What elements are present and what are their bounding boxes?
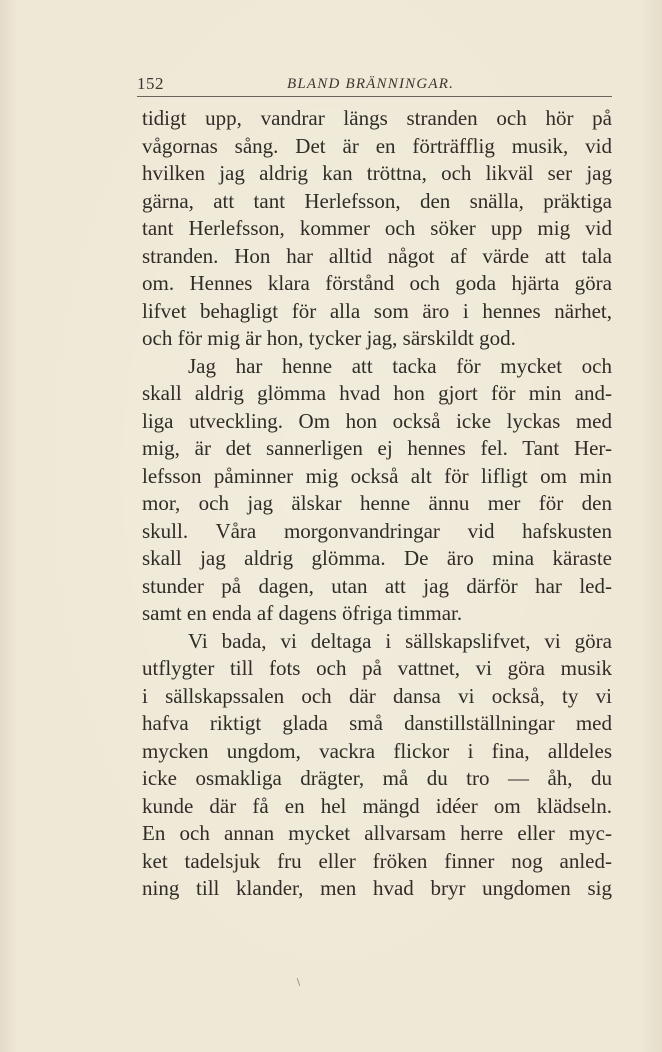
text-line: lefsson påminner mig också alt för lifligt om min <box>142 463 612 488</box>
text-line: gärna, att tant Herlefsson, den snälla, präktiga <box>142 188 612 213</box>
text-line: hafva riktigt glada små danstillställningar med <box>142 711 612 735</box>
text-line: samt en enda af dagens öfriga timmar. <box>142 601 463 625</box>
text-line: stranden. Hon har alltid något af värde att tala <box>142 243 612 268</box>
body-text <box>142 105 612 903</box>
text-line: tant Herlefsson, kommer och söker upp mig vid <box>142 216 612 240</box>
text-line: vågornas sång. Det är en förträfflig musik, vid <box>142 133 612 158</box>
text-line: Jag har henne att tacka för mycket och <box>188 353 612 378</box>
paper-speck <box>297 978 301 986</box>
text-line: mycken ungdom, vackra flickor i fina, alldeles <box>142 738 612 763</box>
text-line: Vi bada, vi deltaga i sällskapslifvet, vi göra <box>188 628 612 653</box>
running-head <box>137 70 612 97</box>
text-line: ket tadelsjuk fru eller fröken finner nog anled- <box>142 848 612 873</box>
text-line: icke osmakliga drägter, må du tro — åh, du <box>142 766 612 790</box>
page-number: 152 <box>137 74 164 93</box>
text-line: mig, är det sannerligen ej hennes fel. Tant Her- <box>142 436 612 460</box>
text-line: i sällskapssalen och där dansa vi också, ty vi <box>142 683 612 708</box>
running-title: BLAND BRÄNNINGAR. <box>287 76 455 92</box>
text-line: om. Hennes klara förstånd och goda hjärta göra <box>142 271 612 295</box>
text-line: utflygter till fots och på vattnet, vi göra musik <box>142 656 612 680</box>
text-line: tidigt upp, vandrar längs stranden och hör på <box>142 106 612 130</box>
text-line: stunder på dagen, utan att jag därför har led- <box>142 573 612 598</box>
text-line: mor, och jag älskar henne ännu mer för den <box>142 491 612 515</box>
text-line: skall jag aldrig glömma. De äro mina käraste <box>142 546 612 570</box>
text-line: kunde där få en hel mängd idéer om klädseln. <box>142 793 612 818</box>
text-line: lifvet behagligt för alla som äro i hennes närhet, <box>142 298 612 323</box>
text-line: liga utveckling. Om hon också icke lyckas med <box>142 408 612 433</box>
text-line: ning till klander, men hvad bryr ungdomen sig <box>142 876 612 900</box>
text-line: En och annan mycket allvarsam herre eller myc- <box>142 821 612 845</box>
text-line: skull. Våra morgonvandringar vid hafskusten <box>142 518 612 543</box>
text-line: hvilken jag aldrig kan tröttna, och likväl ser jag <box>142 161 612 185</box>
text-line: och för mig är hon, tycker jag, särskildt god. <box>142 326 516 350</box>
text-line: skall aldrig glömma hvad hon gjort för min and- <box>142 381 612 405</box>
